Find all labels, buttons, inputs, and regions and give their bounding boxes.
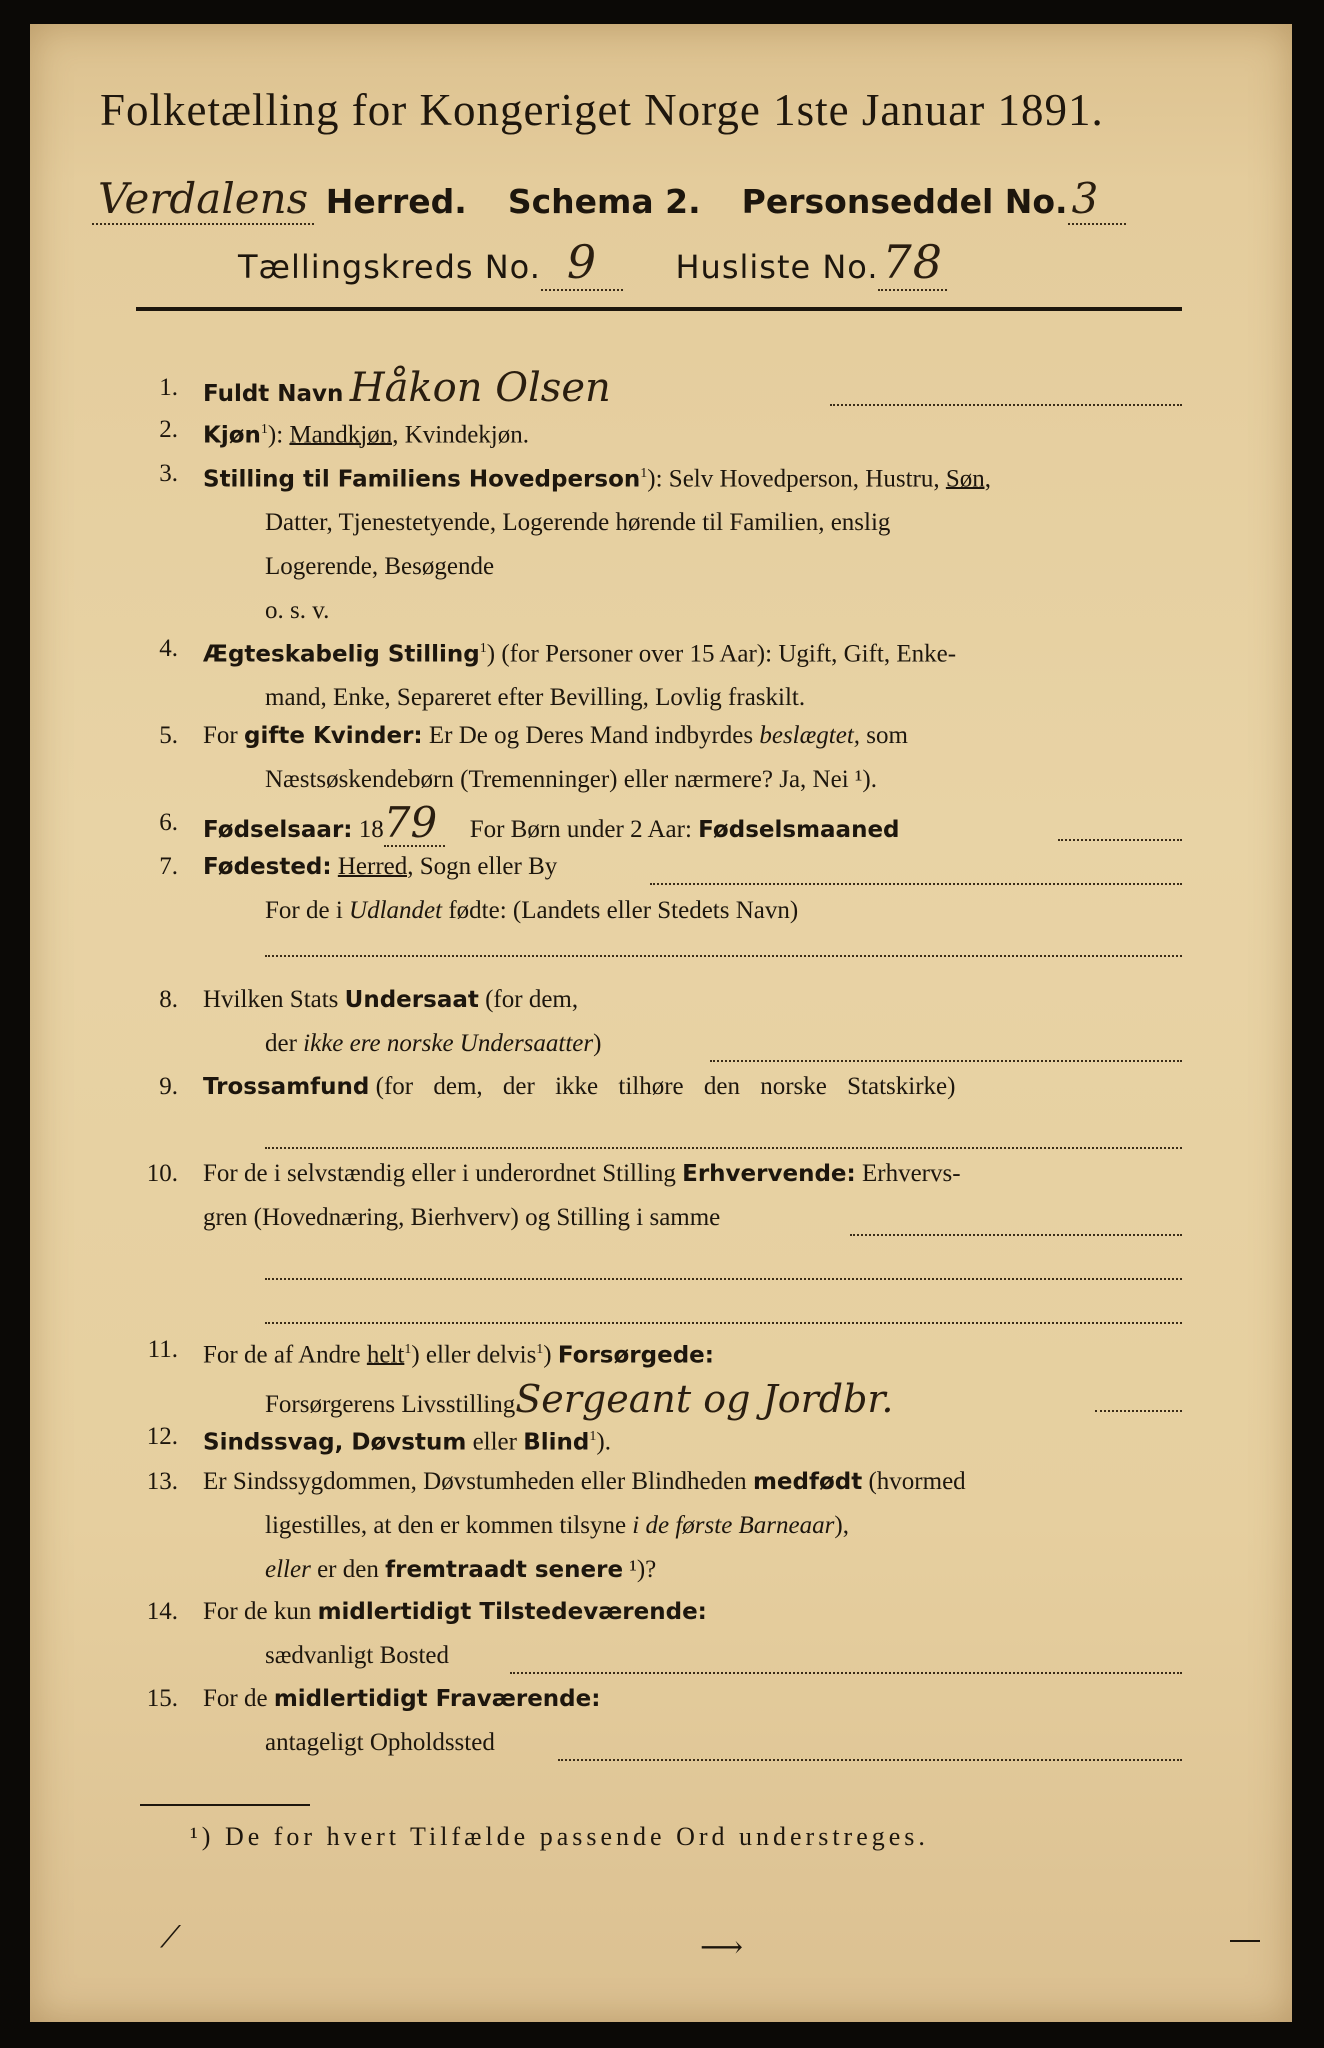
item-label: Sindssvag, Døvstum	[203, 1429, 467, 1456]
item-body	[203, 1328, 1193, 1427]
item-number: 15.	[146, 1685, 178, 1712]
item-text: )	[543, 1341, 552, 1369]
item-text: For de i selvstændig eller i underordnet Stilling	[203, 1160, 676, 1187]
item-number: 10.	[146, 1160, 178, 1187]
header-line-herred	[92, 174, 1222, 225]
item-text: For	[203, 722, 238, 749]
item-number: 13.	[146, 1468, 178, 1495]
footnote-ref: 1	[479, 641, 487, 656]
item-body	[203, 1460, 1193, 1592]
fill-line	[265, 1322, 1182, 1324]
item-number: 1.	[159, 374, 178, 401]
item-label: gifte Kvinder:	[243, 723, 423, 749]
item-text: ).	[596, 1428, 611, 1456]
item-text: (hvormed	[868, 1468, 966, 1495]
item-text: Er De og Deres Mand indbyrdes	[428, 722, 754, 749]
dependent-selected: helt	[366, 1341, 405, 1369]
item-text: eller	[265, 1556, 311, 1583]
item-text: Næstsøskendebørn (Tremenninger) eller nærmere? Ja, Nei ¹).	[265, 766, 877, 793]
item-number: 9.	[159, 1073, 178, 1100]
item-number: 11.	[147, 1336, 178, 1363]
item-text: Hvilken Stats	[203, 986, 339, 1013]
footnote-ref: 1	[640, 466, 648, 481]
item-label: midlertidigt Fraværende:	[273, 1686, 601, 1712]
item-label: Trossamfund	[203, 1074, 370, 1100]
item-text: For de kun	[203, 1598, 312, 1625]
item-body: Kjøn$^1$): Mandkjøn, Kvindekjøn.	[203, 421, 529, 449]
footnote-ref: 1	[404, 1342, 412, 1357]
item-text: Udlandet	[349, 897, 443, 924]
ink-mark: ⟶	[700, 1930, 744, 1965]
personseddel-label: Personseddel No.	[741, 182, 1068, 221]
fill-line	[265, 955, 1182, 957]
item-body	[203, 1065, 1193, 1109]
herred-name-handwritten: Verdalens	[92, 174, 314, 225]
item-text: ) (for Personer over 15 Aar): Ugift, Gift, Enke-	[486, 640, 957, 668]
item-text: ligestilles, at den er kommen tilsyne	[265, 1512, 627, 1539]
item-text: Sogn eller By	[419, 853, 558, 880]
fill-line	[850, 1234, 1182, 1236]
item-number: 5.	[159, 722, 178, 749]
husliste-label: Husliste No.	[675, 248, 879, 286]
item-label: Forsørgede:	[557, 1342, 714, 1369]
item-label: Undersaat	[344, 987, 479, 1013]
item-text: ),	[834, 1512, 849, 1539]
item-text: For de	[203, 1685, 268, 1712]
item-body	[203, 845, 1193, 933]
item-body	[203, 1152, 1193, 1240]
fill-line	[265, 1278, 1182, 1280]
item-number: 2.	[159, 416, 178, 443]
item-text: o. s. v.	[265, 597, 330, 625]
ink-mark: ―	[1230, 1922, 1260, 1957]
fill-line	[265, 1147, 1182, 1149]
item-label: Stilling til Familiens Hovedperson	[203, 466, 641, 493]
schema-label: Schema 2.	[507, 182, 701, 221]
item-body	[203, 1677, 1193, 1765]
item-body	[203, 452, 1193, 633]
item-text: ): Selv Hovedperson, Hustru,	[647, 465, 940, 493]
item-text: beslægtet,	[759, 722, 861, 749]
item-text: Forsørgerens Livsstilling	[265, 1391, 516, 1419]
item-text: For Børn under 2 Aar:	[469, 816, 692, 843]
item-number: 12.	[146, 1423, 178, 1450]
personseddel-number: 3	[1068, 174, 1127, 225]
herred-label: Herred.	[325, 182, 467, 221]
footnote-ref: 1	[536, 1342, 544, 1357]
fill-line	[1095, 1410, 1182, 1412]
item-text: ¹)?	[629, 1556, 657, 1583]
birth-year-handwritten: 79	[384, 801, 445, 847]
fill-line	[650, 883, 1182, 885]
item-text: der	[265, 1030, 297, 1057]
taellingskreds-label: Tællingskreds No.	[238, 248, 541, 286]
item-text: fødte: (Landets eller Stedets Navn)	[448, 897, 799, 924]
item-text: er den	[317, 1556, 379, 1583]
item-label: Fuldt Navn	[203, 381, 344, 407]
name-answer-handwritten: Håkon Olsen	[349, 365, 611, 411]
item-text: som	[866, 722, 908, 749]
item-label: Kjøn	[203, 422, 261, 449]
item-label: Fødested:	[203, 854, 332, 880]
form-title: Folketælling for Kongeriget Norge 1ste Januar 1891.	[100, 85, 1104, 135]
item-text: eller	[472, 1428, 517, 1456]
footnote-rule	[140, 1804, 310, 1806]
item-number: 7.	[159, 853, 178, 880]
birthplace-selected: Herred,	[337, 853, 414, 880]
item-text: i de første Barneaar	[632, 1512, 835, 1539]
item-text: Datter, Tjenestetyende, Logerende hørende til Familien, enslig	[265, 509, 891, 537]
fill-line	[1058, 839, 1182, 841]
item-text: sædvanligt Bosted	[265, 1642, 450, 1669]
item-label: midlertidigt Tilstedeværende:	[317, 1599, 707, 1625]
item-number: 4.	[159, 635, 178, 662]
fill-line	[558, 1759, 1182, 1761]
item-text: gren (Hovednæring, Bierhverv) og Stilling i samme	[203, 1204, 721, 1231]
item-label: Ægteskabelig Stilling	[203, 641, 480, 668]
item-number: 14.	[146, 1598, 178, 1625]
gender-selected: Mandkjøn,	[289, 421, 399, 449]
item-text: Er Sindssygdommen, Døvstumheden eller Blindheden	[203, 1468, 747, 1495]
position-selected: Søn,	[945, 465, 991, 493]
item-label: Erhvervende:	[682, 1161, 856, 1187]
item-text: (for dem,	[485, 986, 579, 1013]
item-text: ikke ere norske Undersaatter	[303, 1030, 594, 1057]
item-text: )	[593, 1030, 602, 1057]
header-rule	[136, 307, 1182, 311]
item-text: Logerende, Besøgende	[265, 553, 495, 581]
item-label: medfødt	[752, 1469, 863, 1495]
gender-other: Kvindekjøn.	[398, 421, 529, 449]
fill-line	[710, 1060, 1182, 1062]
fill-line	[510, 1672, 1182, 1674]
item-number: 3.	[159, 460, 178, 487]
taellingskreds-number: 9	[541, 235, 623, 291]
item-text: Erhvervs-	[861, 1160, 961, 1187]
item-text: mand, Enke, Separeret efter Bevilling, Lovlig fraskilt.	[265, 684, 806, 712]
item-label: Fødselsmaaned	[698, 817, 900, 843]
item-body	[203, 1415, 1193, 1464]
year-prefix: 18	[358, 816, 384, 843]
ink-mark: ⟋	[160, 1920, 181, 1955]
item-text: For de i	[265, 897, 343, 924]
item-label: Blind	[523, 1429, 590, 1456]
item-text: antageligt Opholdssted	[265, 1729, 495, 1756]
item-body	[203, 627, 1193, 720]
item-body	[203, 1590, 1193, 1678]
item-label: Fødselsaar:	[203, 817, 353, 843]
husliste-number: 78	[878, 235, 947, 291]
footnote: ¹) De for hvert Tilfælde passende Ord understreges.	[190, 1822, 929, 1851]
item-body	[203, 714, 1193, 802]
item-text: (for dem, der ikke tilhøre den norske Statskirke)	[375, 1073, 956, 1100]
item-number: 8.	[159, 986, 178, 1013]
item-number: 6.	[159, 809, 178, 836]
footnote-ref: 1	[589, 1429, 597, 1444]
header-line-kreds	[238, 235, 1138, 291]
item-label: fremtraadt senere	[385, 1557, 624, 1583]
item-body	[203, 978, 1193, 1066]
item-text: ) eller delvis	[411, 1341, 537, 1369]
fill-line	[830, 404, 1182, 406]
footnote-ref: 1	[260, 422, 268, 437]
provider-occupation-handwritten: Sergeant og Jordbr.	[515, 1377, 894, 1422]
item-text: For de af Andre	[203, 1341, 361, 1369]
